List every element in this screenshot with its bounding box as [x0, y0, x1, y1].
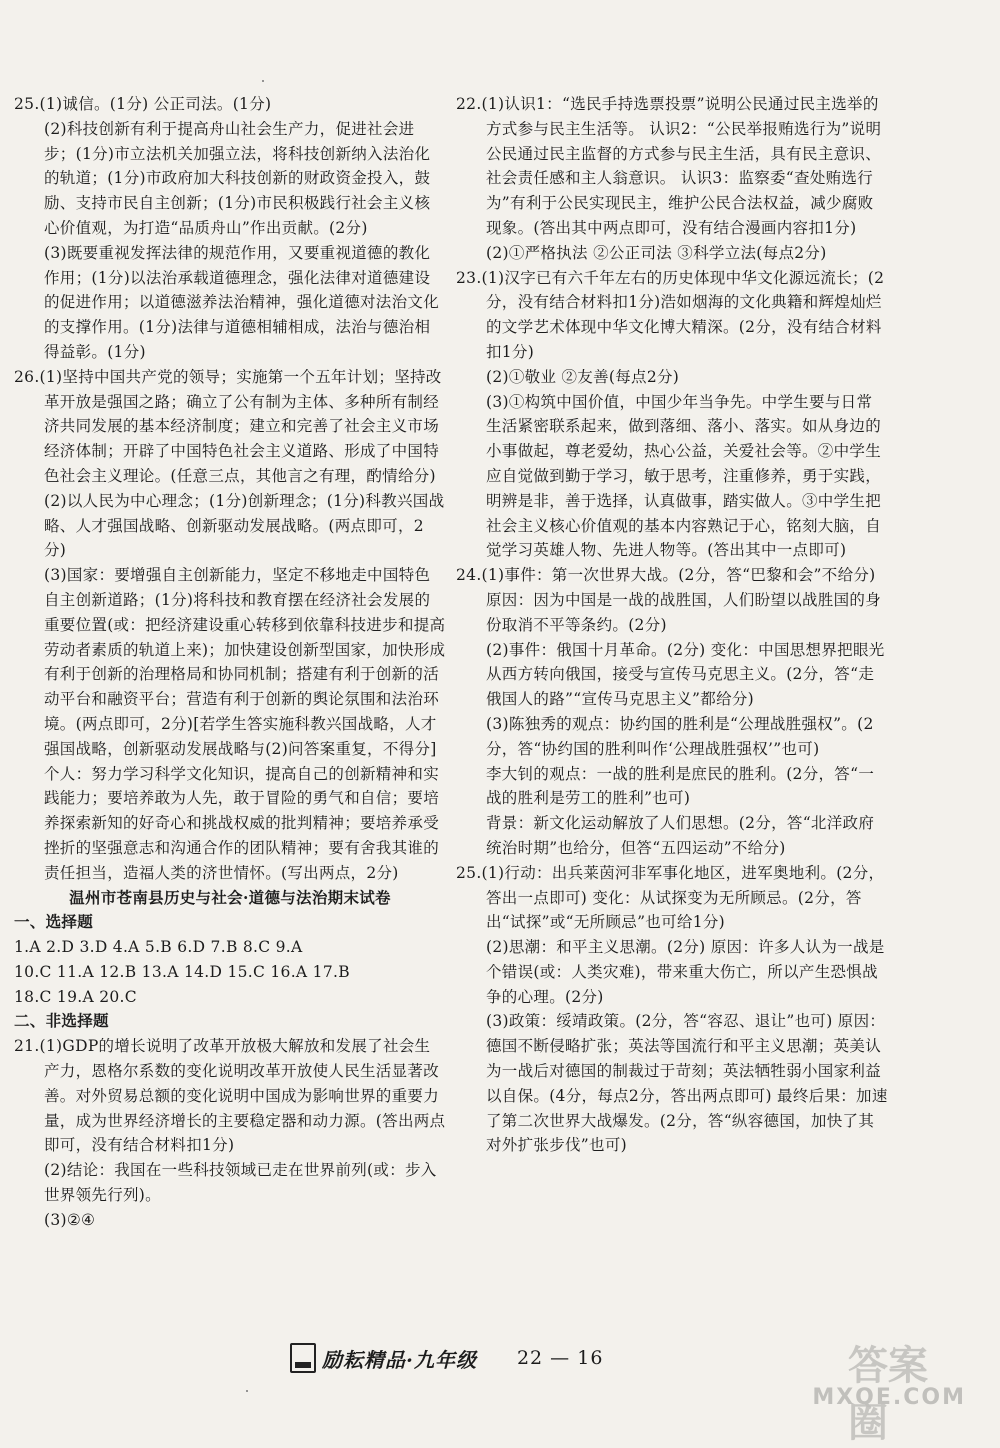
scan-dot	[262, 80, 264, 82]
answer-q24-1b: 原因：因为中国是一战的战胜国，人们盼望以战胜国的身份取消不平等条约。(2分)	[486, 590, 882, 634]
watermark	[812, 1330, 988, 1446]
answer-q21-3: (3)②④	[44, 1210, 96, 1229]
page-number: 22 — 16	[516, 1347, 604, 1369]
answer-q22: 22.(1)认识1：“选民手持选票投票”说明公民通过民主选举的方式参与民主生活等。 认识2：“公民举报贿选行为”说明公民通过民主监督的方式参与民主生活，具有民主意识、社会责任感和主人翁意识。 认识3：监察委“查处贿选行为”有利于公民实现民主，维护公民合法权益，减少腐败现象。(答出其中两点即可，没有结合漫画内容扣1分)	[456, 95, 882, 237]
answer-q25b: 25.(1)行动：出兵莱茵河非军事化地区，进军奥地利。(2分，答出一点即可) 变化：从试探变为无所顾忌。(2分，答出“试探”或“无所顾忌”也可给1分)	[456, 863, 885, 932]
answer-mc1: 1.A 2.D 3.D 4.A 5.B 6.D 7.B 8.C 9.A	[14, 938, 303, 957]
answer-q25b-2: (2)思潮：和平主义思潮。(2分) 原因：许多人认为一战是个错误(或：人类灾难)，带来重大伤亡，所以产生恐惧战争的心理。(2分)	[486, 938, 885, 1006]
scan-dot	[246, 1390, 248, 1392]
page-footer	[290, 1340, 710, 1376]
answer-q24-3: (3)陈独秀的观点：协约国的胜利是“公理战胜强权”。(2分，答“协约国的胜利叫作‘公理战胜强权’”也可)	[486, 714, 874, 758]
answer-q23-2: (2)①敬业 ②友善(每点2分)	[486, 367, 680, 386]
answer-mc2: 10.C 11.A 12.B 13.A 14.D 15.C 16.A 17.B	[14, 962, 350, 981]
answer-q24-3b: 李大钊的观点：一战的胜利是庶民的胜利。(2分，答“一战的胜利是劳工的胜利”也可)	[486, 764, 875, 808]
publisher-logo-icon	[290, 1343, 316, 1373]
answer-q21-2: (2)结论：我国在一些科技领域已走在世界前列(或：步入世界领先行列)。	[44, 1161, 437, 1205]
answer-q21: 21.(1)GDP的增长说明了改革开放极大解放和发展了社会生产力，恩格尔系数的变化说明改革开放使人民生活显著改善。对外贸易总额的变化说明中国成为影响世界的重要力量，成为世界经济增长的主要稳定器和动力源。(答出两点即可，没有结合材料扣1分)	[14, 1037, 446, 1155]
answer-q25-2: (2)科技创新有利于提高舟山社会生产力，促进社会进步；(1分)市立法机关加强立法，将科技创新纳入法治化的轨道；(1分)市政府加大科技创新的财政资金投入，鼓励、支持市民自主创新；(1分)市民积极践行社会主义核心价值观，为打造“品质舟山”作出贡献。(2分)	[44, 119, 431, 237]
answer-q25-3: (3)既要重视发挥法律的规范作用，又要重视道德的教化作用；(1分)以法治承载道德理念，强化法律对道德建设的促进作用；以道德滋养法治精神，强化道德对法治文化的支撑作用。(1分)法律与道德相辅相成，法治与德治相得益彰。(1分)	[44, 243, 440, 361]
answer-q26: 26.(1)坚持中国共产党的领导；实施第一个五年计划；坚持改革开放是强国之路；确立了公有制为主体、多种所有制经济共同发展的基本经济制度；建立和完善了社会主义市场经济体制；开辟了中国特色社会主义道路、形成了中国特色社会主义理论。(任意三点，其他言之有理，酌情给分)	[14, 367, 442, 485]
answer-mc3: 18.C 19.A 20.C	[14, 987, 137, 1006]
answer-title: 温州市苍南县历史与社会·道德与法治期末试卷	[69, 887, 391, 907]
watermark-text: MXQE.COM	[812, 1385, 966, 1410]
answer-sec1: 一、选择题	[14, 912, 94, 932]
right-column	[456, 92, 888, 1158]
answer-q26-2: (2)以人民为中心理念；(1分)创新理念；(1分)科教兴国战略、人才强国战略、创新驱动发展战略。(两点即可，2分)	[44, 491, 445, 560]
answer-q24-3c: 背景：新文化运动解放了人们思想。(2分，答“北洋政府统治时期”也给分，但答“五四运动”不给分)	[486, 814, 875, 857]
answer-q25: 25.(1)诚信。(1分) 公正司法。(1分)	[14, 95, 272, 113]
answer-q25b-3: (3)政策：绥靖政策。(2分，答“容忍、退让”也可) 原因：德国不断侵略扩张；英法等国流行和平主义思潮；英美认为一战后对德国的制裁过于苛刻；英法牺牲弱小国家利益以自保。(4分，每点2分，答出两点即可) 最终后果：加速了第二次世界大战爆发。(2分，答“纵容德国，加快了其对外扩张步伐”也可)	[486, 1012, 888, 1155]
answer-q24-2: (2)事件：俄国十月革命。(2分) 变化：中国思想界把眼光从西方转向俄国，接受与宣传马克思主义。(2分，答“走俄国人的路”“宣传马克思主义”都给分)	[486, 640, 885, 709]
answer-q23: 23.(1)汉字已有六千年左右的历史体现中华文化源远流长；(2分，没有结合材料扣1分)浩如烟海的文化典籍和辉煌灿烂的文学艺术体现中华文化博大精深。(2分，没有结合材料扣1分)	[456, 268, 885, 361]
watermark-logo: 答案圈	[848, 1343, 928, 1446]
footer-brand: 励耘精品·九年级	[322, 1347, 477, 1372]
answer-q23-3: (3)①构筑中国价值，中国少年当争先。中学生要与日常生活紧密联系起来，做到落细、落小、落实。如从身边的小事做起，尊老爱幼，热心公益，关爱社会等。②中学生应自觉做到勤于学习，敏于思考，注重修养，勇于实践，明辨是非，善于选择，认真做事，踏实做人。③中学生把社会主义核心价值观的基本内容熟记于心，铭刻大脑，自觉学习英雄人物、先进人物等。(答出其中一点即可)	[486, 392, 882, 560]
answer-q24: 24.(1)事件：第一次世界大战。(2分，答“巴黎和会”不给分)	[456, 566, 876, 585]
answer-q22-2: (2)①严格执法 ②公正司法 ③科学立法(每点2分)	[486, 243, 827, 262]
answer-q26-3: (3)国家：要增强自主创新能力，坚定不移地走中国特色自主创新道路；(1分)将科技和教育摆在经济社会发展的重要位置(或：把经济建设重心转移到依靠科技进步和提高劳动者素质的轨道上来)；加快建设创新型国家，加快形成有利于创新的治理格局和协同机制；搭建有利于创新的活动平台和融资平台；营造有利于创新的舆论氛围和法治环境。(两点即可，2分)[若学生答实施科教兴国战略，人才强国战略，创新驱动发展战略与(2)问答案重复，不得分] 个人：努力学习科学文化知识，提高自己的创新精神和实践能力；要培养敢为人先，敢于冒险的勇气和自信；要培养探索新知的好奇心和挑战权威的批判精神；要培养承受挫折的坚强意志和沟通合作的团队精神；要有舍我其谁的责任担当，造福人类的济世情怀。(写出两点，2分)	[44, 566, 446, 882]
left-column	[14, 92, 446, 1233]
answer-sec2: 二、非选择题	[14, 1011, 109, 1031]
